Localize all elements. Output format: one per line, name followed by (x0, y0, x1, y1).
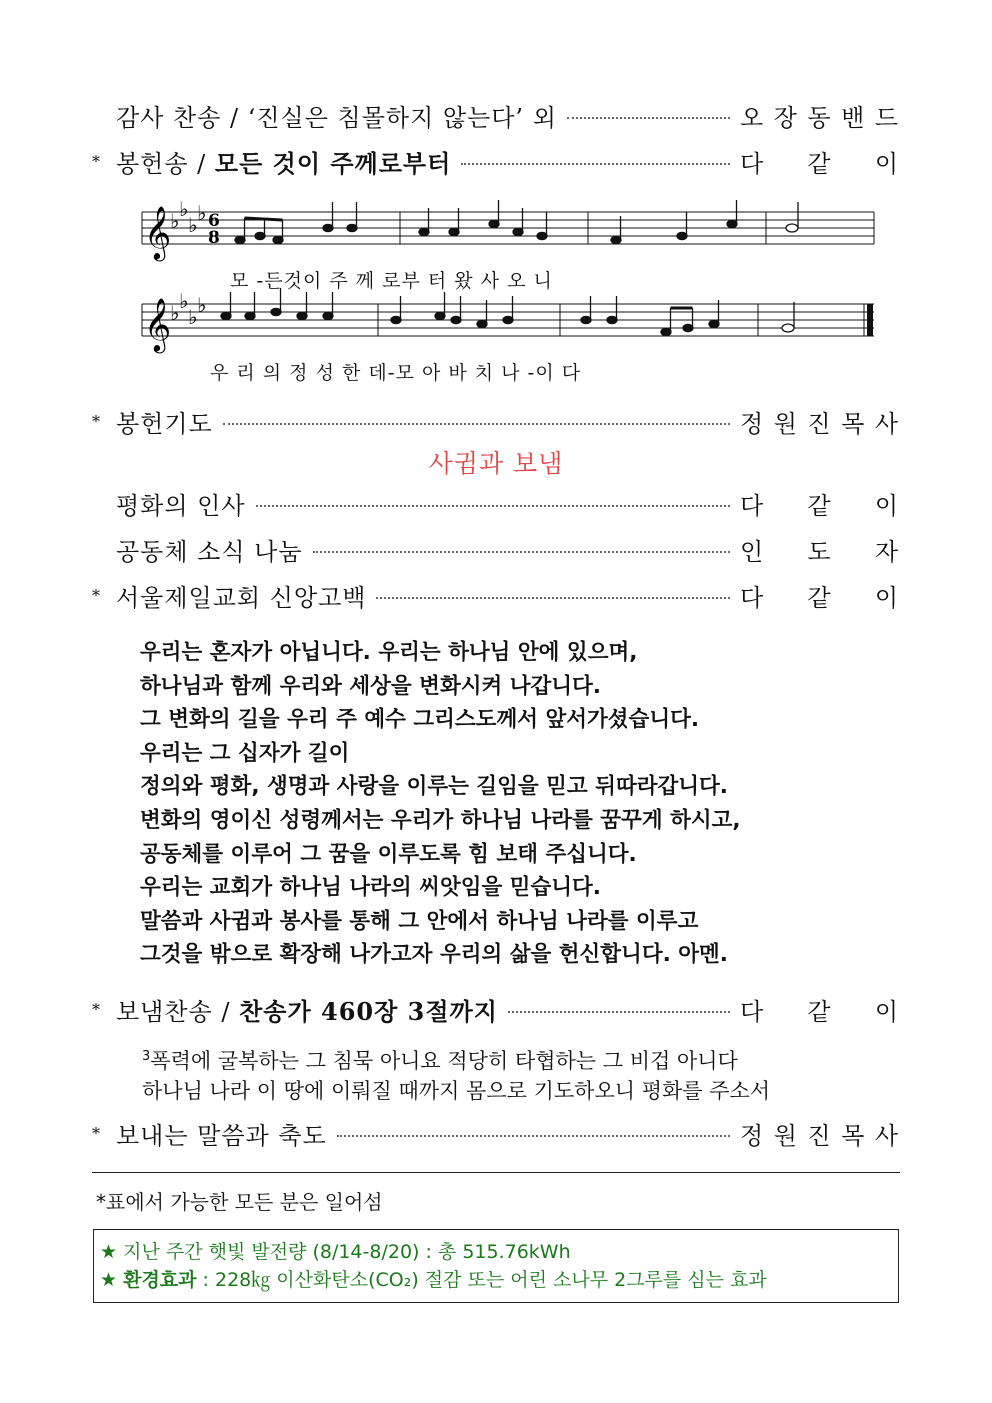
svg-text:♭: ♭ (197, 293, 207, 317)
row-title: 평화의 인사 (116, 491, 246, 520)
star-icon: ★ (100, 1241, 118, 1263)
svg-text:♭: ♭ (188, 305, 198, 329)
row-title: 보냄찬송 / 찬송가 460장 3절까지 (116, 996, 498, 1026)
svg-text:♭: ♭ (170, 209, 180, 233)
creed-line: 공동체를 이루어 그 꿈을 이루도록 힘 보태 주십니다. (140, 841, 637, 867)
row-title: 감사 찬송 / ‘진실은 침몰하지 않는다’ 외 (116, 103, 557, 132)
creed-line: 우리는 그 십자가 길이 (140, 740, 350, 766)
score-lyrics-line-2: 우 리 의 정 성 한 데-모 아 바 치 나 -이 다 (210, 362, 582, 384)
verse-number: 3 (142, 1049, 151, 1064)
row-title: 서울제일교회 신앙고백 (116, 583, 367, 612)
svg-text:♭: ♭ (179, 197, 189, 221)
row-performer: 다 같 이 (740, 149, 898, 178)
svg-text:6: 6 (208, 211, 220, 231)
star-mark: * (92, 1123, 100, 1143)
svg-text:♭: ♭ (197, 201, 207, 225)
solar-line-1: ★ 지난 주간 햇빛 발전량 (8/14-8/20) : 총 515.76kWh (100, 1241, 571, 1263)
leader-dots (376, 587, 730, 599)
row-performer: 다 같 이 (740, 491, 898, 520)
score-lyrics-line-1: 모 -든것이 주 께 로부 터 왔 사 오 니 (230, 270, 553, 292)
row-title: 공동체 소식 나눔 (116, 537, 303, 566)
order-row-confession-of-faith (92, 578, 898, 612)
solar-power-box (93, 1229, 899, 1303)
solar-line-2: ★ 환경효과 : 228㎏ 이산화탄소(CO₂) 절감 또는 어린 소나무 2그루를 심는 효과 (100, 1269, 767, 1291)
order-row-peace-greeting (92, 486, 898, 520)
svg-text:𝄞: 𝄞 (144, 297, 172, 351)
row-title: 봉헌송 / 모든 것이 주께로부터 (116, 148, 452, 178)
standing-note: *표에서 가능한 모든 분은 일어섬 (96, 1190, 383, 1214)
creed-line: 하나님과 함께 우리와 세상을 변화시켜 나갑니다. (140, 673, 601, 699)
row-performer: 인 도 자 (740, 537, 898, 566)
svg-text:♭: ♭ (179, 289, 189, 313)
leader-dots (567, 107, 730, 119)
order-row-thanks-hymn (92, 98, 898, 132)
order-row-offertory-prayer (92, 404, 898, 438)
order-row-sending-hymn (92, 992, 898, 1026)
row-performer: 다 같 이 (740, 583, 898, 612)
creed-line: 우리는 혼자가 아닙니다. 우리는 하나님 안에 있으며, (140, 640, 638, 665)
row-performer: 다 같 이 (740, 997, 898, 1026)
svg-text:8: 8 (208, 228, 220, 248)
row-performer: 오 장 동 밴 드 (740, 103, 898, 132)
leader-dots (256, 495, 730, 507)
order-row-benediction (92, 1116, 898, 1150)
divider (92, 1172, 900, 1173)
star-mark: * (92, 585, 100, 605)
confession-text (140, 636, 860, 972)
hymn-lyrics-line-1: $^3$폭력에 굴복하는 그 침묵 아니요 적당히 타협하는 그 비겁 아니다 (142, 1049, 738, 1073)
hymn-lyrics-line-2: 하나님 나라 이 땅에 이뤄질 때까지 몸으로 기도하오니 평화를 주소서 (142, 1079, 771, 1103)
star-icon: ★ (100, 1269, 118, 1291)
creed-line: 그것을 밖으로 확장해 나가고자 우리의 삶을 헌신합니다. 아멘. (140, 942, 728, 968)
section-heading: 사귐과 보냄 (428, 449, 564, 478)
hymn-lyrics (142, 1042, 770, 1106)
creed-line: 정의와 평화, 생명과 사랑을 이루는 길임을 믿고 뒤따라갑니다. (140, 774, 728, 800)
leader-dots (223, 413, 730, 425)
creed-line: 말씀과 사귐과 봉사를 통해 그 안에서 하나님 나라를 이루고 (140, 908, 699, 934)
svg-text:♭: ♭ (170, 301, 180, 325)
sheet-music (138, 188, 878, 388)
svg-text:𝄞: 𝄞 (144, 205, 172, 259)
leader-dots (508, 1001, 730, 1013)
order-row-offertory-song (92, 144, 898, 178)
row-title: 봉헌기도 (116, 409, 213, 438)
leader-dots (313, 541, 730, 553)
leader-dots (461, 153, 730, 165)
leader-dots (337, 1125, 730, 1137)
star-mark: * (92, 999, 100, 1019)
creed-line: 우리는 교회가 하나님 나라의 씨앗임을 믿습니다. (140, 875, 601, 901)
row-performer: 정 원 진 목 사 (740, 409, 898, 438)
creed-line: 그 변화의 길을 우리 주 예수 그리스도께서 앞서가셨습니다. (140, 707, 700, 733)
row-title: 보내는 말씀과 축도 (116, 1121, 327, 1150)
order-row-community-news (92, 532, 898, 566)
row-performer: 정 원 진 목 사 (740, 1121, 898, 1150)
svg-text:♭: ♭ (188, 213, 198, 237)
creed-line: 변화의 영이신 성령께서는 우리가 하나님 나라를 꿈꾸게 하시고, (140, 807, 741, 833)
star-mark: * (92, 151, 100, 171)
star-mark: * (92, 411, 100, 431)
